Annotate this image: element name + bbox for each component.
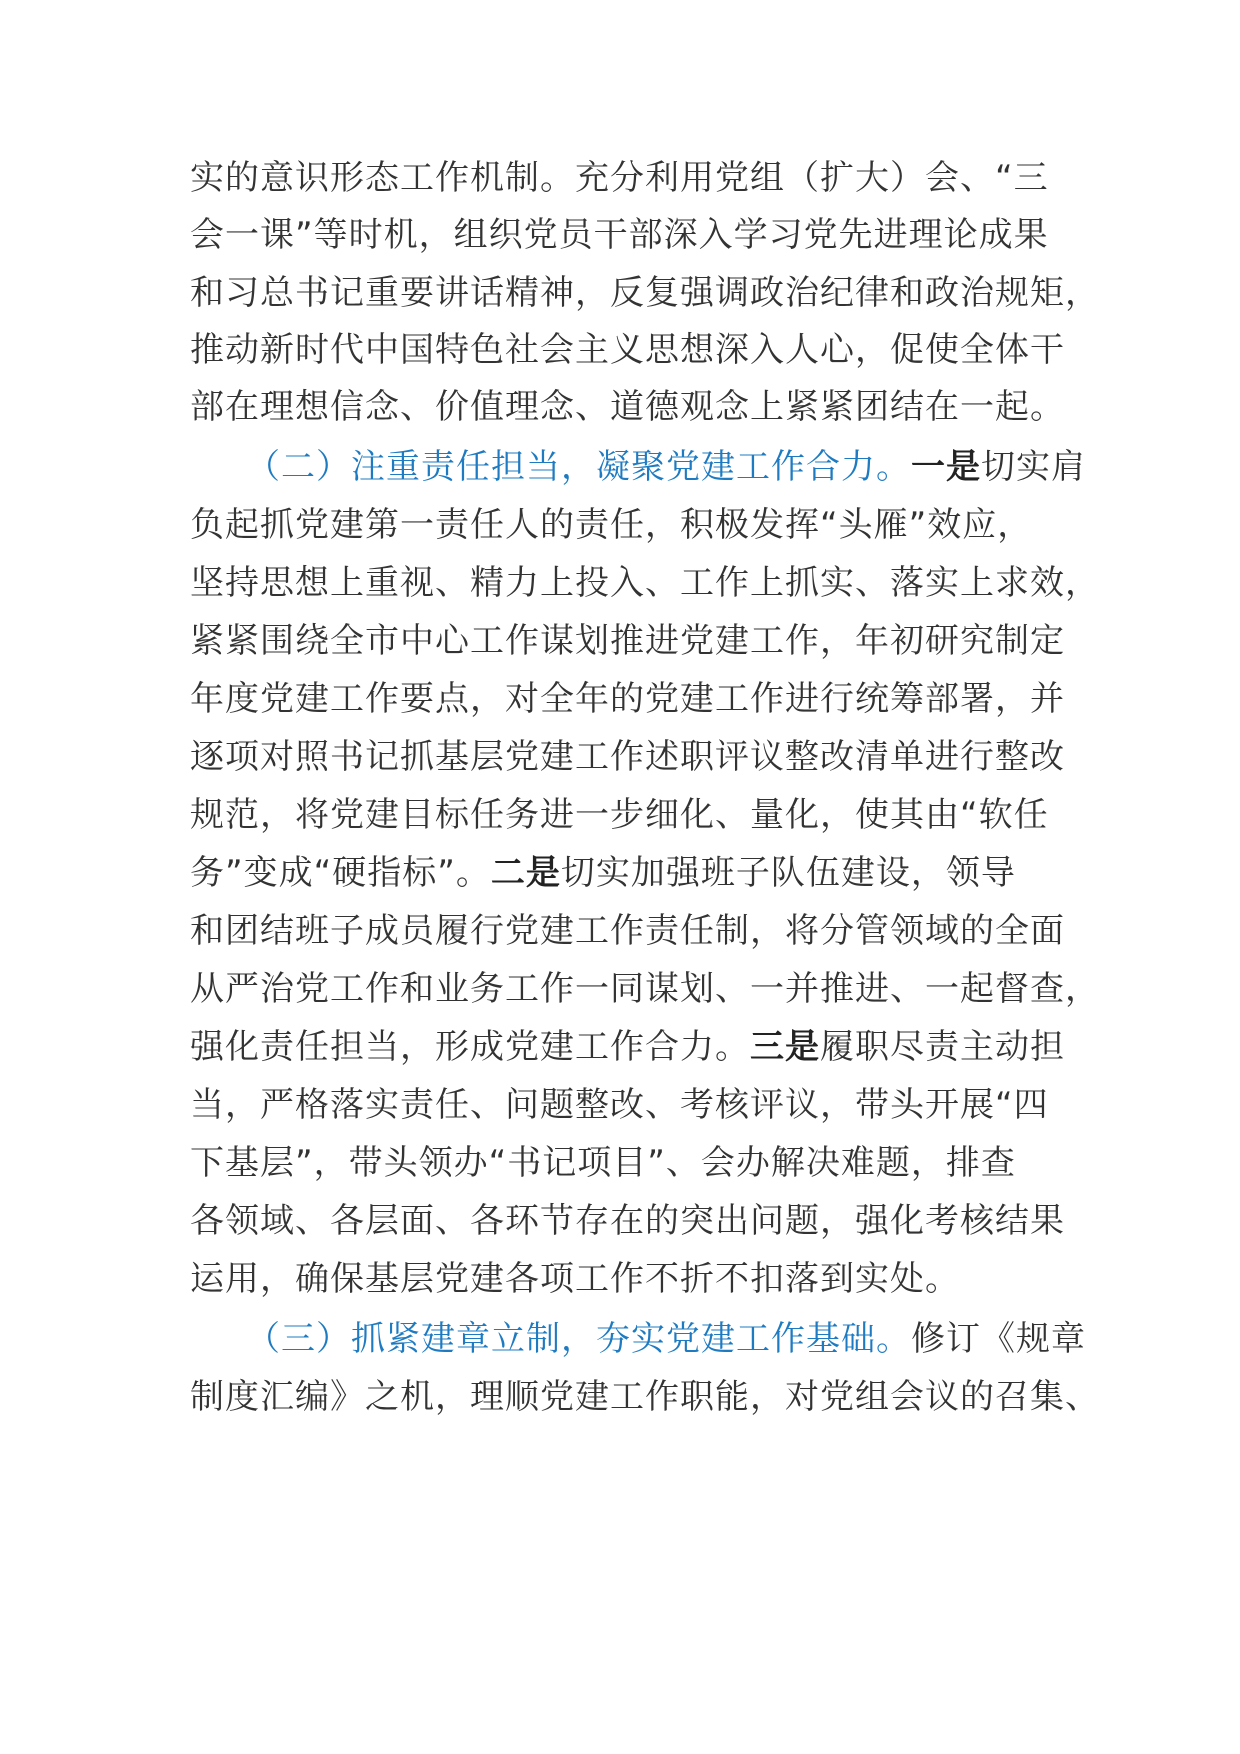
text-span: 切实肩: [981, 447, 1086, 487]
text-line: 从严治党工作和业务工作一同谋划、一并推进、一起督查，: [190, 969, 1100, 1009]
text-line: 推动新时代中国特色社会主义思想深入人心，促使全体干: [190, 330, 1065, 370]
text-line: 各领域、各层面、各环节存在的突出问题，强化考核结果: [190, 1201, 1065, 1241]
point-marker: 二是: [490, 853, 561, 893]
text-line: [190, 850, 1016, 896]
text-line: 制度汇编》之机，理顺党建工作职能，对党组会议的召集、: [190, 1377, 1100, 1417]
point-marker: 三是: [750, 1027, 820, 1067]
text-line: 年度党建工作要点，对全年的党建工作进行统筹部署，并: [190, 679, 1065, 719]
text-line: 负起抓党建第一责任人的责任，积极发挥“头雁”效应，: [190, 505, 1033, 545]
text-line: 坚持思想上重视、精力上投入、工作上抓实、落实上求效，: [190, 563, 1100, 603]
text-line: 和习总书记重要讲话精神，反复强调政治纪律和政治规矩，: [190, 273, 1100, 313]
text-line: 部在理想信念、价值理念、道德观念上紧紧团结在一起。: [190, 387, 1065, 427]
text-line: 规范，将党建目标任务进一步细化、量化，使其由“软任: [190, 795, 1049, 835]
text-line: 当，严格落实责任、问题整改、考核评议，带头开展“四: [190, 1085, 1049, 1125]
text-line: 和团结班子成员履行党建工作责任制，将分管领域的全面: [190, 911, 1065, 951]
text-span: 强化责任担当，形成党建工作合力。: [190, 1027, 750, 1067]
text-line: 运用，确保基层党建各项工作不折不扣落到实处。: [190, 1259, 960, 1299]
section-heading-line: [246, 1316, 1086, 1362]
section-heading: （二）注重责任担当，凝聚党建工作合力。: [246, 447, 911, 487]
text-line: [190, 1024, 1065, 1070]
text-span: 修订《规章: [911, 1319, 1086, 1359]
text-line: 实的意识形态工作机制。充分利用党组（扩大）会、“三: [190, 158, 1049, 198]
point-marker: 一是: [911, 447, 981, 487]
text-line: 紧紧围绕全市中心工作谋划推进党建工作，年初研究制定: [190, 621, 1065, 661]
text-line: 会一课”等时机，组织党员干部深入学习党先进理论成果: [190, 215, 1049, 255]
section-heading-line: [246, 444, 1086, 490]
section-heading: （三）抓紧建章立制，夯实党建工作基础。: [246, 1319, 911, 1359]
text-span: 务”变成“硬指标”。: [190, 853, 491, 893]
text-span: 切实加强班子队伍建设，领导: [560, 853, 1016, 893]
text-line: 逐项对照书记抓基层党建工作述职评议整改清单进行整改: [190, 737, 1065, 777]
text-line: 下基层”，带头领办“书记项目”、会办解决难题，排查: [190, 1143, 1016, 1183]
text-span: 履职尽责主动担: [820, 1027, 1065, 1067]
